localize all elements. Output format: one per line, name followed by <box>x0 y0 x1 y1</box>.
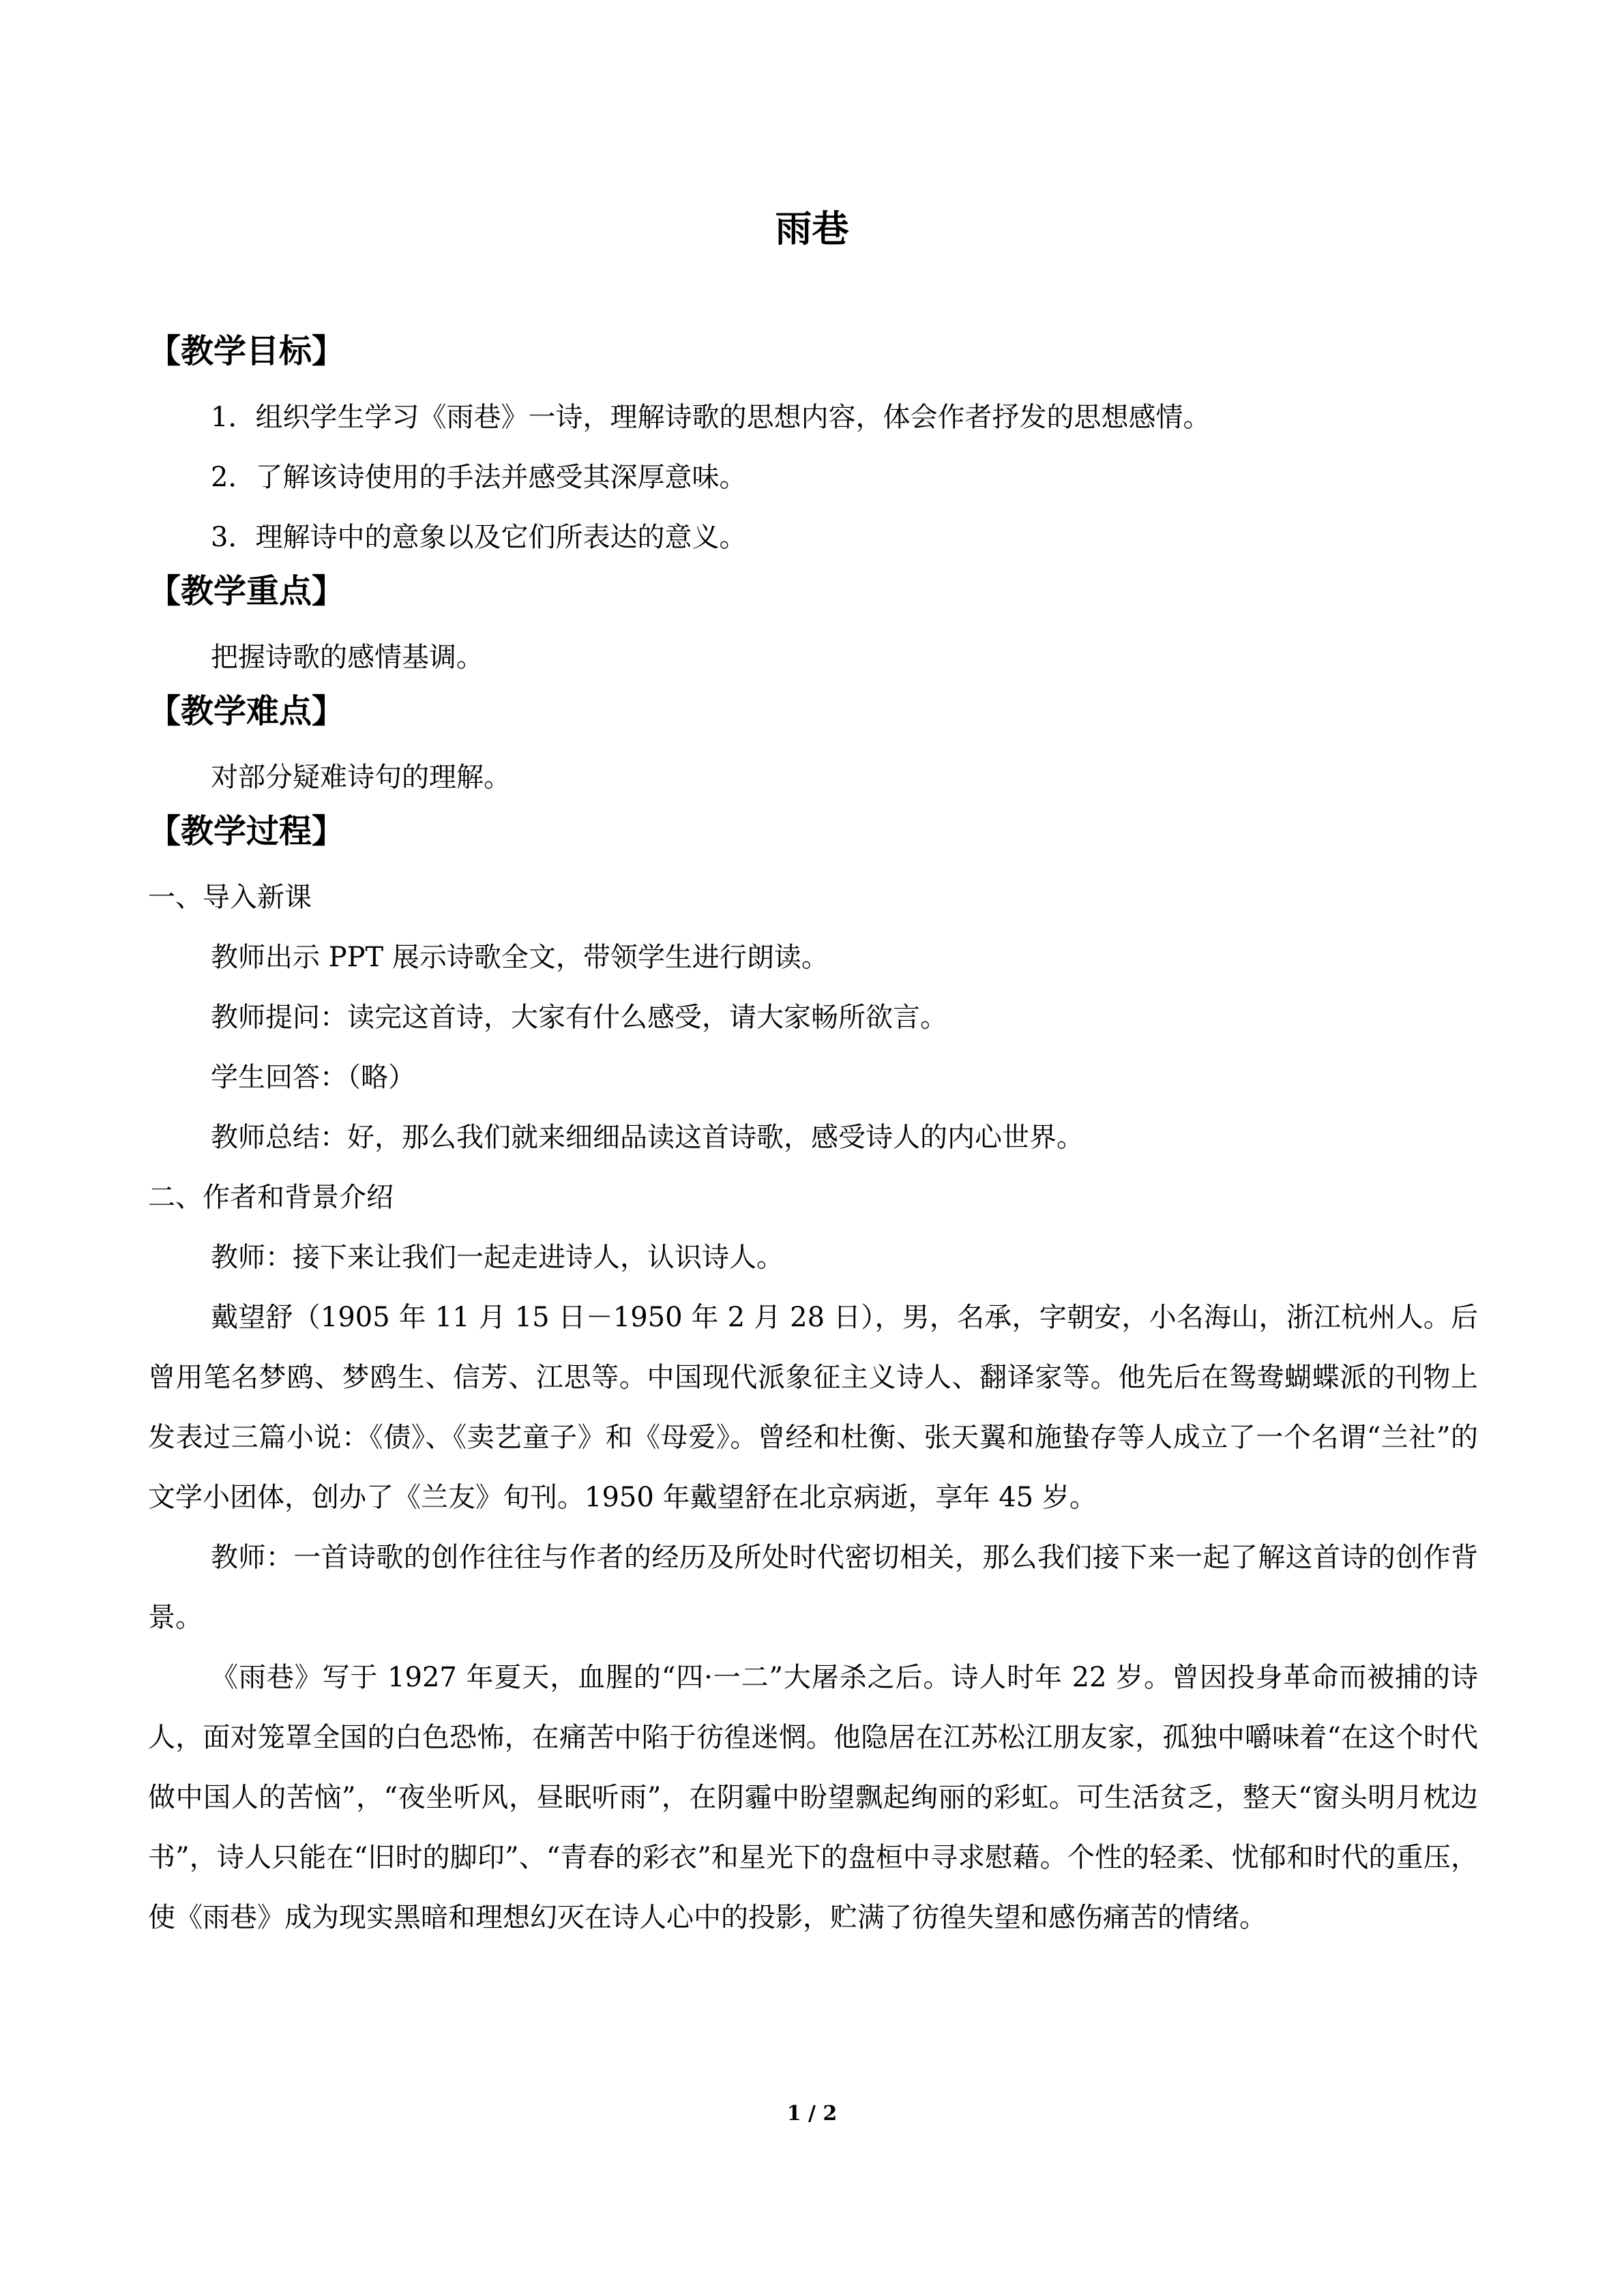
difficulties-text: 对部分疑难诗句的理解。 <box>211 762 511 793</box>
section-heading-difficulties: 【教学难点】 <box>148 692 345 730</box>
background-paragraph: 《雨巷》写于 1927 年夏天，血腥的“四·一二”大屠杀之后。诗人时年 22 岁。曾因投身革命而被捕的诗人，面对笼罩全国的白色恐怖，在痛苦中陷于彷徨迷惘。他隐居在江苏松江朋友家，孤独中嚼味着“在这个时代做中国人的苦恼”，“夜坐听风，昼眠听雨”，在阴霾中盼望飘起绚丽的彩虹。可生活贫乏，整天“窗头明月枕边书”，诗人只能在“旧时的脚印”、“青春的彩衣”和星光下的盘桓中寻求慰藉。个性的轻柔、忧郁和时代的重压，使《雨巷》成为现实黑暗和理想幻灭在诗人心中的投影，贮满了彷徨失望和感伤痛苦的情绪。 <box>148 1662 1478 1933</box>
intro-line-3: 学生回答：（略） <box>211 1062 415 1093</box>
section-heading-process: 【教学过程】 <box>148 812 345 850</box>
intro-line-1: 教师出示 PPT 展示诗歌全文，带领学生进行朗读。 <box>211 942 829 973</box>
subsection-title-intro: 一、导入新课 <box>148 882 312 913</box>
intro-line-4: 教师总结：好，那么我们就来细细品读这首诗歌，感受诗人的内心世界。 <box>211 1122 1084 1153</box>
author-intro-line: 教师：接下来让我们一起走进诗人，认识诗人。 <box>211 1242 784 1273</box>
subsection-title-author: 二、作者和背景介绍 <box>148 1182 394 1213</box>
intro-line-2: 教师提问：读完这首诗，大家有什么感受，请大家畅所欲言。 <box>211 1002 947 1033</box>
document-title: 雨巷 <box>775 207 849 250</box>
section-heading-objectives: 【教学目标】 <box>148 332 345 370</box>
objective-item-1: 1．组织学生学习《雨巷》一诗，理解诗歌的思想内容，体会作者抒发的思想感情。 <box>211 402 1211 433</box>
teacher-background-paragraph: 教师：一首诗歌的创作往往与作者的经历及所处时代密切相关，那么我们接下来一起了解这首诗的创作背景。 <box>148 1542 1478 1633</box>
objective-item-3: 3．理解诗中的意象以及它们所表达的意义。 <box>211 522 747 553</box>
objective-item-2: 2．了解该诗使用的手法并感受其深厚意味。 <box>211 462 747 493</box>
document-content <box>148 327 1478 1948</box>
key-points-text: 把握诗歌的感情基调。 <box>211 642 484 673</box>
page-number: 1 / 2 <box>786 2102 838 2126</box>
section-heading-key-points: 【教学重点】 <box>148 572 345 610</box>
author-paragraph: 戴望舒（1905 年 11 月 15 日－1950 年 2 月 28 日），男，名承，字朝安，小名海山，浙江杭州人。后曾用笔名梦鸥、梦鸥生、信芳、江思等。中国现代派象征主义诗人、翻译家等。他先后在鸳鸯蝴蝶派的刊物上发表过三篇小说：《债》、《卖艺童子》和《母爱》。曾经和杜衡、张天翼和施蛰存等人成立了一个名谓“兰社”的文学小团体，创办了《兰友》旬刊。1950 年戴望舒在北京病逝，享年 45 岁。 <box>148 1302 1478 1513</box>
